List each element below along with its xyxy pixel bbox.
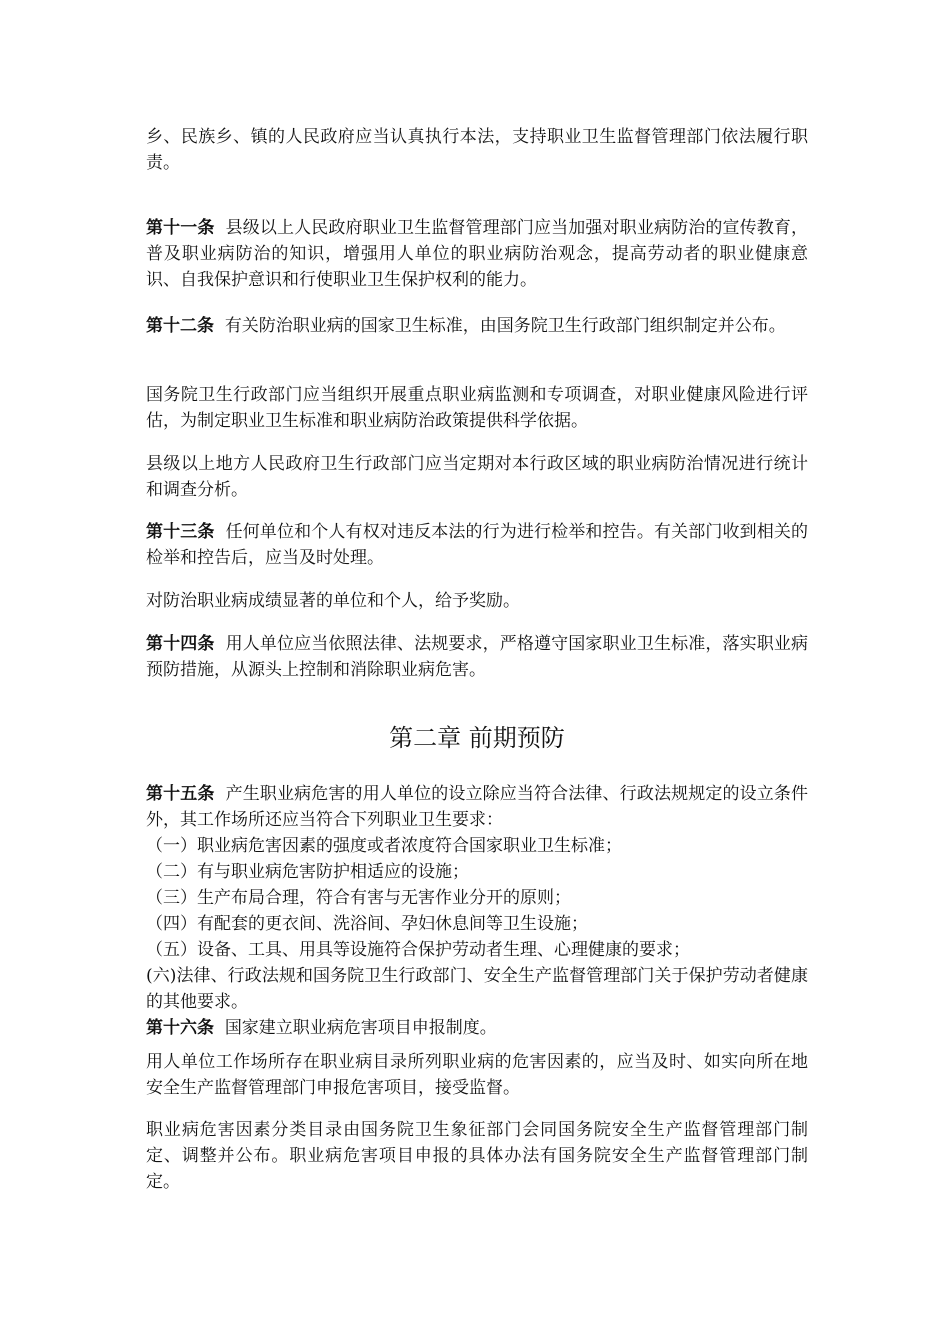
article-14 — [146, 631, 808, 683]
article-label: 第十三条 — [146, 522, 215, 542]
article-label: 第十二条 — [146, 316, 214, 336]
list-item: （四）有配套的更衣间、洗浴间、孕妇休息间等卫生设施； — [146, 914, 588, 934]
article-label: 第十四条 — [146, 634, 215, 654]
article-label: 第十一条 — [146, 218, 215, 238]
article-text: 产生职业病危害的用人单位的设立除应当符合法律、行政法规规定的设立条件外，其工作场所还应当符合下列职业卫生要求： — [146, 784, 809, 830]
list-item: （五）设备、工具、用具等设施符合保护劳动者生理、心理健康的要求； — [146, 940, 690, 960]
chapter-heading: 第二章 前期预防 — [389, 724, 565, 752]
article-12-para-2: 国务院卫生行政部门应当组织开展重点职业病监测和专项调查，对职业健康风险进行评估，为制定职业卫生标准和职业病防治政策提供科学依据。 — [146, 385, 808, 431]
list-item: （二）有与职业病危害防护相适应的设施； — [146, 862, 469, 882]
paragraph-intro: 乡、民族乡、镇的人民政府应当认真执行本法，支持职业卫生监督管理部门依法履行职责。 — [146, 127, 808, 173]
article-text: 任何单位和个人有权对违反本法的行为进行检举和控告。有关部门收到相关的检举和控告后，应当及时处理。 — [146, 522, 809, 568]
article-16-para-3: 职业病危害因素分类目录由国务院卫生象征部门会同国务院安全生产监督管理部门制定、调整并公布。职业病危害项目申报的具体办法有国务院安全生产监督管理部门制定。 — [146, 1120, 808, 1192]
article-15 — [146, 781, 808, 1041]
list-item: （一）职业病危害因素的强度或者浓度符合国家职业卫生标准； — [146, 836, 622, 856]
article-11 — [146, 215, 808, 293]
article-label: 第十六条 — [146, 1018, 214, 1038]
article-text: 用人单位应当依照法律、法规要求，严格遵守国家职业卫生标准，落实职业病预防措施，从源头上控制和消除职业病危害。 — [146, 634, 809, 680]
article-16 — [146, 1015, 808, 1041]
article-12 — [146, 313, 808, 339]
article-13 — [146, 519, 808, 571]
list-item: （三）生产布局合理，符合有害与无害作业分开的原则； — [146, 888, 571, 908]
article-text: 有关防治职业病的国家卫生标准，由国务院卫生行政部门组织制定并公布。 — [224, 316, 786, 336]
list-item: (六)法律、行政法规和国务院卫生行政部门、安全生产监督管理部门关于保护劳动者健康的其他要求。 — [146, 966, 808, 1012]
article-label: 第十五条 — [146, 784, 215, 804]
article-13-para-2: 对防治职业病成绩显著的单位和个人，给予奖励。 — [146, 591, 520, 611]
article-12-para-3: 县级以上地方人民政府卫生行政部门应当定期对本行政区域的职业病防治情况进行统计和调查分析。 — [146, 454, 808, 500]
article-text: 县级以上人民政府职业卫生监督管理部门应当加强对职业病防治的宣传教育，普及职业病防治的知识，增强用人单位的职业病防治观念，提高劳动者的职业健康意识、自我保护意识和行使职业卫生保护权利的能力。 — [146, 218, 809, 290]
article-16-para-2: 用人单位工作场所存在职业病目录所列职业病的危害因素的，应当及时、如实向所在地安全生产监督管理部门申报危害项目，接受监督。 — [146, 1052, 808, 1098]
article-text: 国家建立职业病危害项目申报制度。 — [224, 1018, 497, 1038]
